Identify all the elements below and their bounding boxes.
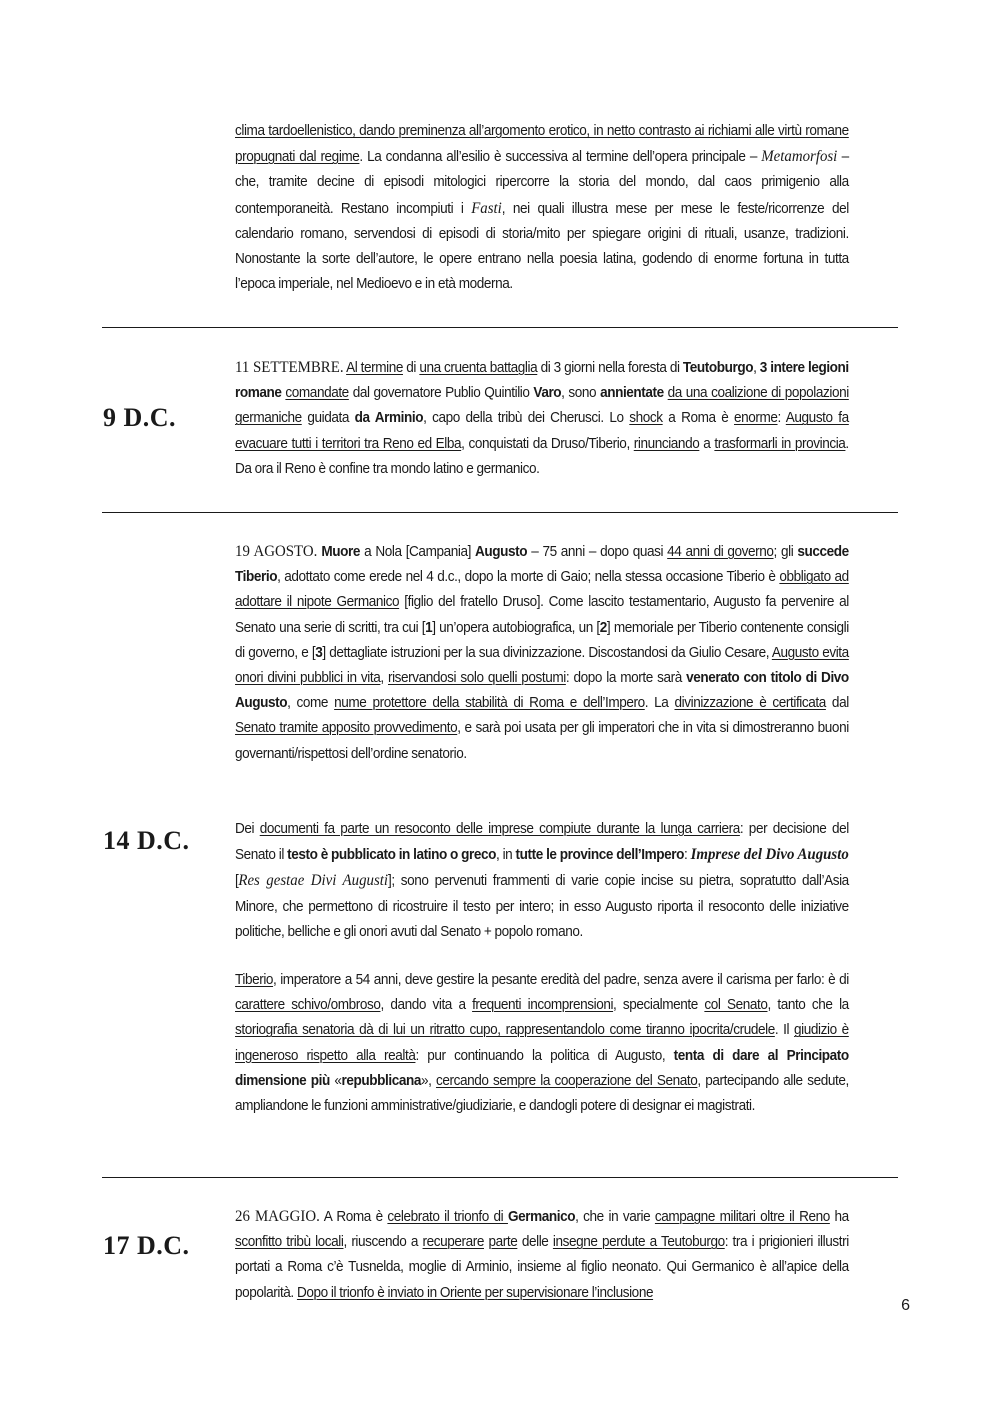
text: «: [334, 1072, 342, 1089]
text: Dei: [235, 821, 260, 837]
page-number: 6: [901, 1297, 910, 1314]
year-label-17dc: 17 D.C.: [103, 1231, 190, 1260]
underlined-text: trasformarli in provincia: [714, 435, 846, 452]
underlined-text: cercando sempre la cooperazione del Senato: [435, 1072, 698, 1089]
text: di 3 giorni nella foresta di: [537, 360, 683, 376]
entry-date: 19 AGOSTO.: [235, 543, 318, 560]
underlined-text: documenti fa parte un resoconto delle imprese compiute durante la lunga carriera: [259, 821, 740, 837]
underlined-text: frequenti incomprensioni: [472, 997, 614, 1014]
underlined-text: riservandosi solo quelli postumi: [387, 670, 566, 687]
text: A Roma è: [319, 1209, 388, 1225]
text: . La: [644, 695, 675, 712]
bold-text: 3 intere legioni romane: [235, 360, 849, 402]
text: , partecipando alle sedute, ampliandone le funzioni amministrative/giudiziarie, e dandogli potere di designar ei magistrati.: [235, 1072, 849, 1115]
underlined-text: insegne perdute a Teutoburgo: [552, 1234, 725, 1251]
text: , riuscendo a: [343, 1234, 423, 1251]
title-fasti: Fasti: [471, 199, 502, 217]
bold-text: annientate: [600, 385, 664, 402]
text: delle: [517, 1234, 553, 1251]
bold-text: da Arminio: [354, 410, 424, 427]
text: »,: [420, 1072, 436, 1089]
underlined-text: campagne militari oltre il Reno: [654, 1209, 830, 1225]
text: ha: [829, 1209, 849, 1225]
underlined-text: parte: [488, 1234, 518, 1251]
entry-date: 26 MAGGIO.: [235, 1208, 320, 1225]
entry-9dc: [235, 355, 849, 482]
entry-14dc-paragraph-1: [235, 539, 849, 767]
underlined-text: Dopo il trionfo è inviato in Oriente per supervisionare l’inclusione: [296, 1284, 654, 1301]
bold-text: Augusto: [475, 544, 528, 560]
year-label-14dc: 14 D.C.: [103, 826, 190, 855]
entry-17dc: [235, 1204, 849, 1306]
bold-text: Teutoburgo: [682, 360, 754, 376]
text: , imperatore a 54 anni, deve gestire la pesante eredità del padre, senza avere il carisma per farlo: è di: [273, 972, 849, 988]
text: ] memoriale per Tiberio contenente consigli di governo, e [: [235, 619, 849, 661]
text: ,: [753, 360, 760, 376]
underlined-text: giudizio è ingeneroso rispetto alla realtà: [235, 1022, 849, 1064]
text: : tra i prigionieri illustri portati a Roma c’è Tusnelda, moglie di Arminio, insieme al figlio neonato. Qui Germanico è all’apice della popolarità.: [235, 1234, 849, 1301]
bold-text: 2: [599, 619, 607, 636]
bold-text: 3: [315, 644, 323, 661]
text: , specialmente: [613, 997, 705, 1014]
text: , e sarà poi usata per gli imperatori che in vita si dimostreranno buoni governanti/rispettosi dell’ordine senatorio.: [235, 720, 849, 762]
text: , capo della tribù dei Cherusci. Lo: [423, 410, 630, 427]
bold-text: Varo: [533, 385, 562, 402]
text: ] un’opera autobiografica, un [: [432, 619, 600, 636]
text: [: [235, 873, 239, 890]
bold-text: testo è pubblicato in latino o greco: [287, 847, 497, 864]
bold-text: tenta di dare al Principato dimensione più: [235, 1047, 849, 1089]
underlined-text: 44 anni di governo: [667, 544, 774, 560]
section-divider: [102, 1177, 898, 1178]
underlined-text: col Senato: [704, 997, 768, 1014]
text: : dopo la morte sarà: [565, 670, 687, 687]
text: guidata: [301, 410, 355, 427]
section-divider: [102, 327, 898, 328]
text: :: [777, 410, 786, 427]
text: ] dettagliate istruzioni per la sua divinizzazione. Discostandosi da Giulio Cesare,: [322, 644, 772, 661]
underlined-text: sconfitto tribù locali: [235, 1234, 344, 1251]
title-metamorfosi: Metamorfosi: [761, 148, 838, 166]
underlined-text: divinizzazione è certificata: [674, 695, 826, 712]
text: : pur continuando la politica di Augusto,: [415, 1047, 674, 1064]
section-divider: [102, 512, 898, 513]
bold-text: Germanico: [507, 1209, 576, 1225]
underlined-text: celebrato il trionfo di: [387, 1209, 508, 1225]
year-label-9dc: 9 D.C.: [103, 403, 177, 432]
text: , dando vita a: [380, 997, 473, 1014]
title-imprese: Imprese del Divo Augusto: [690, 846, 849, 864]
underlined-text: storiografia senatoria dà di lui un ritratto cupo, rappresentandolo come tiranno ipocrita/crudele: [235, 1022, 775, 1039]
underlined-text: una cruenta battaglia: [419, 360, 538, 376]
text: a: [699, 435, 715, 452]
text: . Da ora il Reno è confine tra mondo latino e germanico.: [235, 435, 849, 477]
bold-text: succede Tiberio: [235, 544, 849, 586]
underlined-text: da una coalizione di popolazioni germaniche: [235, 385, 849, 427]
text: di: [402, 360, 420, 376]
underlined-text: recuperare: [422, 1234, 484, 1251]
underlined-text: Augusto fa evacuare tutti i territori tra Reno ed Elba: [235, 410, 849, 452]
underlined-text: Al termine: [346, 360, 403, 376]
text: a Roma è: [662, 410, 735, 427]
text: ,: [380, 670, 388, 687]
text: , in: [496, 847, 516, 864]
underlined-text: Tiberio: [235, 972, 274, 988]
intro-paragraph: clima tardoellenistico, dando preminenza all’argomento erotico, in netto contrasto ai richiami alle virtù romane propugnati dal regime. La condanna all’esilio è successiva al termine dell’opera principale – Metamorfosi – che, tramite decine di episodi mitologici ripercorre la storia del mondo, dal caos primigenio alla contemporaneità. Restano incompiuti i Fasti, nei quali illustra mese per mese le feste/ricorrenze del calendario romano, servendosi di episodi di storia/mito per spiegare origini di rituali, usanze, tradizioni. Nonostante la sorte dell’autore, le opere entrano nella poesia latina, godendo di enorme fortuna in tutta l’epoca imperiale, nel Medioevo e in età moderna.: [235, 123, 849, 293]
text: :: [684, 847, 691, 864]
bold-text: 1: [425, 619, 433, 636]
text: a Nola [Campania]: [360, 544, 476, 560]
entry-14dc-paragraph-3: [235, 968, 849, 1119]
text: dal governatore Publio Quintilio: [348, 385, 534, 402]
text: , che in varie: [575, 1209, 655, 1225]
text: ]; sono pervenuti frammenti di varie copie incise su pietra, sopratutto dall’Asia Minore, che permettono di ricostruire il testo per intero; in esso Augusto riporta il resoconto delle iniziative politiche, belliche e gli onori avuti dal Senato + popolo romano.: [235, 873, 849, 940]
underlined-text: Augusto evita onori divini pubblici in vita: [235, 644, 849, 687]
underlined-text: rinunciando: [633, 435, 700, 452]
intro-underline-1: clima tardoellenistico, dando preminenza all’argomento erotico, in netto contrasto ai richiami alle virtù romane propugnati dal regime: [235, 123, 849, 166]
underlined-text: Senato tramite apposito provvedimento: [235, 720, 458, 737]
text: , sono: [561, 385, 601, 402]
text: , conquistati da Druso/Tiberio,: [461, 435, 634, 452]
underlined-text: obbligato ad adottare il nipote Germanico: [235, 569, 849, 611]
bold-text: tutte le province dell’Impero: [515, 847, 685, 864]
text: , adottato come erede nel 4 d.c., dopo la morte di Gaio; nella stessa occasione Tiberio è: [277, 569, 780, 586]
text: – 75 anni – dopo quasi: [527, 544, 668, 560]
underlined-text: shock: [629, 410, 663, 427]
text: . Il: [774, 1022, 795, 1039]
underlined-text: carattere schivo/ombroso: [235, 997, 381, 1014]
text: ; gli: [773, 544, 798, 560]
text: [figlio del fratello Druso]. Come lascito testamentario, Augusto fa pervenire al Senato una serie di scritti, tra cui [: [235, 594, 849, 636]
text: : per decisione del Senato il: [235, 821, 849, 864]
bold-text: Muore: [321, 544, 361, 560]
text: , come: [287, 695, 335, 712]
entry-date: 11 SETTEMBRE.: [235, 359, 344, 376]
text: dal: [825, 695, 849, 712]
underlined-text: nume protettore della stabilità di Roma e dell’Impero: [334, 695, 645, 712]
title-res-gestae: Res gestae Divi Augusti: [238, 872, 389, 890]
underlined-text: comandate: [285, 385, 349, 402]
entry-14dc-paragraph-2: [235, 817, 849, 945]
bold-text: venerato con titolo di Divo Augusto: [235, 670, 849, 712]
underlined-text: enorme: [734, 410, 778, 427]
bold-text: repubblicana: [341, 1072, 421, 1089]
text: , tanto che la: [767, 997, 849, 1014]
